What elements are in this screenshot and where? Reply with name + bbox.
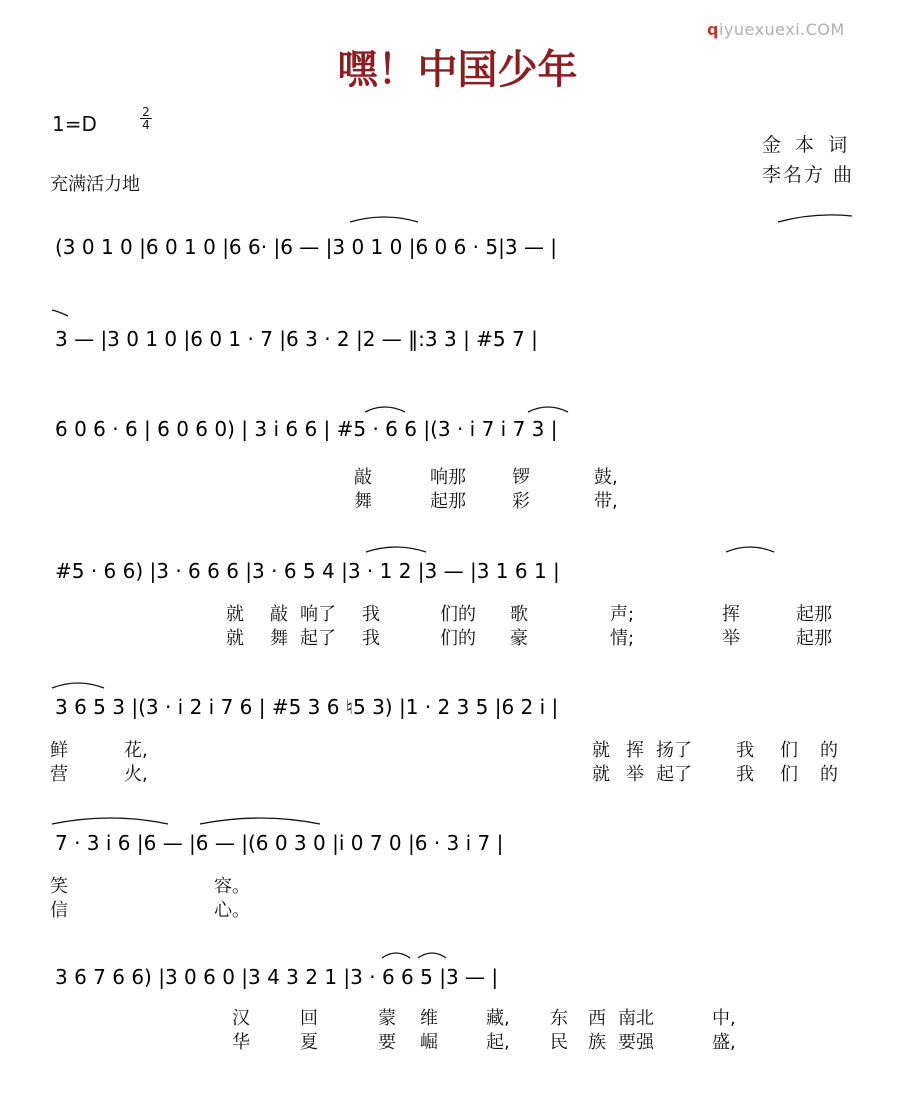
lyric: 我: [736, 740, 754, 761]
lyric: 就: [226, 604, 244, 625]
lyric: 民: [550, 1032, 568, 1053]
lyric: 我: [362, 604, 380, 625]
lyric: 歌: [510, 604, 528, 625]
lyric: 响了: [300, 604, 336, 625]
lyric: 举: [626, 764, 644, 785]
slur: [418, 953, 446, 958]
lyric: 带,: [594, 491, 618, 512]
note: 3 6 5 3 |(3 · i 2 i 7 6 | #5 3 6 ♮5 3) |1 · 2 3 5 |6 2 i |: [55, 695, 559, 719]
slur: [350, 217, 418, 222]
lyric: 扬了: [656, 740, 692, 761]
lyric: 挥: [626, 740, 644, 761]
lyric: 起那: [796, 628, 832, 649]
page-title: 嘿！中国少年: [337, 46, 578, 93]
lyric: 豪: [510, 628, 528, 649]
lyric: 的: [820, 764, 838, 785]
lyric: 响那: [430, 467, 466, 488]
slur: [366, 547, 426, 552]
watermark-text: iyuexuexi.COM: [718, 20, 845, 39]
lyric: 蒙: [378, 1008, 396, 1029]
lyric: 鲜: [50, 740, 68, 761]
lyric: 彩: [512, 491, 530, 512]
lyric: 营: [50, 764, 68, 785]
lyric: 起那: [796, 604, 832, 625]
slur: [726, 547, 774, 552]
note: 3 6 7 6 6) |3 0 6 0 |3 4 3 2 1 |3 · 6 6 5 |3 — |: [55, 965, 499, 989]
slur: [382, 953, 410, 958]
lyric: 就: [592, 764, 610, 785]
lyric: 西: [588, 1008, 606, 1029]
lyric: 情;: [610, 628, 635, 649]
slur: [365, 407, 405, 412]
lyric: 盛,: [712, 1032, 736, 1053]
lyric: 就: [592, 740, 610, 761]
lyric: 崛: [420, 1032, 438, 1053]
lyric: 敲: [354, 467, 372, 488]
lyric: 火,: [124, 764, 148, 785]
lyric: 容。: [214, 876, 250, 897]
lyric: 们的: [440, 604, 476, 625]
lyric: 东: [550, 1008, 568, 1029]
lyric: 笑: [50, 876, 68, 897]
lyric: 花,: [124, 740, 148, 761]
lyric: 汉: [232, 1008, 250, 1029]
note: 7 · 3 i 6 |6 — |6 — |(6 0 3 0 |i 0 7 0 |6 · 3 i 7 |: [55, 831, 504, 855]
time-sig-bottom: 4: [142, 118, 150, 132]
lyric: 的: [820, 740, 838, 761]
lyric: 信: [50, 900, 68, 921]
key-signature: 1=D: [52, 112, 97, 136]
slur: [52, 310, 68, 316]
lyric: 舞: [354, 491, 372, 512]
slur: [200, 818, 320, 824]
lyric: 中,: [712, 1008, 736, 1029]
lyric: 回: [300, 1008, 318, 1029]
watermark-q: q: [707, 20, 719, 39]
lyric: 夏: [300, 1032, 318, 1053]
lyric: 们: [780, 740, 798, 761]
lyric: 们的: [440, 628, 476, 649]
slur: [52, 683, 104, 688]
lyric: 们: [780, 764, 798, 785]
lyric: 起那: [430, 491, 466, 512]
lyric: 就: [226, 628, 244, 649]
lyricist-credit: 金 本 词: [762, 134, 852, 156]
lyric: 要强: [618, 1032, 654, 1053]
slur: [52, 818, 168, 824]
note: #5 · 6 6) |3 · 6 6 6 |3 · 6 5 4 |3 · 1 2 |3 — |3 1 6 1 |: [55, 559, 560, 583]
lyric: 心。: [214, 900, 250, 921]
slur: [778, 215, 852, 222]
lyric: 起了: [656, 764, 692, 785]
lyric: 华: [232, 1032, 250, 1053]
lyric: 维: [420, 1008, 438, 1029]
note: 6 0 6 · 6 | 6 0 6 0) | 3 i 6 6 | #5 · 6 6 |(3 · i 7 i 7 3 |: [55, 417, 558, 441]
lyric: 声;: [610, 604, 635, 625]
lyric: 起了: [300, 628, 336, 649]
lyric: 我: [362, 628, 380, 649]
tempo-marking: 充满活力地: [50, 174, 140, 195]
slur: [528, 407, 568, 412]
note: (3 0 1 0 |6 0 1 0 |6 6· |6 — |3 0 1 0 |6 0 6 · 5|3 — |: [55, 235, 558, 259]
lyric: 挥: [722, 604, 740, 625]
time-sig-top: 2: [142, 105, 150, 119]
lyric: 南北: [618, 1008, 654, 1029]
lyric: 族: [588, 1032, 606, 1053]
composer-credit: 李名方 曲: [762, 164, 855, 186]
lyric: 敲: [270, 604, 288, 625]
lyric: 锣: [512, 467, 530, 488]
lyric: 我: [736, 764, 754, 785]
lyric: 舞: [270, 628, 288, 649]
note: 3 — |3 0 1 0 |6 0 1 · 7 |6 3 · 2 |2 — ‖:3 3 | #5 7 |: [55, 327, 538, 351]
lyric: 鼓,: [594, 467, 618, 488]
lyric: 要: [378, 1032, 396, 1053]
lyric: 藏,: [486, 1008, 510, 1029]
lyric: 举: [722, 628, 740, 649]
lyric: 起,: [486, 1032, 510, 1053]
